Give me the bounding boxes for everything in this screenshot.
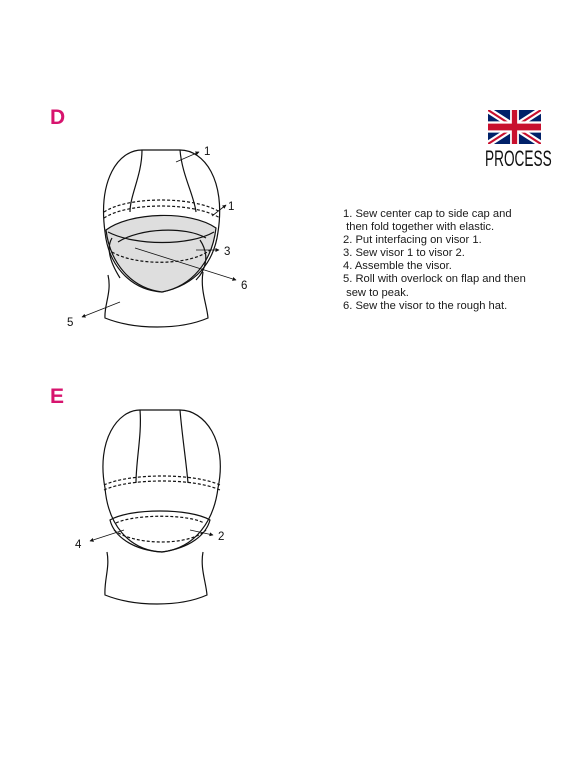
callout-d-5: 5 [67,317,74,329]
step-line: sew to peak. [343,286,409,299]
step-line: 6. Sew the visor to the rough hat. [343,299,508,312]
callout-d-3: 3 [224,246,231,258]
process-steps-list [343,208,526,313]
callout-d-6: 6 [241,280,248,292]
process-label: PROCESS [485,146,552,171]
callout-e-4: 4 [75,539,82,551]
section-letter-d: D [50,106,66,129]
step-line: 3. Sew visor 1 to visor 2. [343,247,465,260]
step-line: then fold together with elastic. [343,221,495,234]
callout-e-2: 2 [218,531,225,543]
callout-d-1a: 1 [204,146,211,158]
step-line: 1. Sew center cap to side cap and [343,208,512,220]
callout-d-1b: 1 [228,201,235,213]
step-line: 4. Assemble the visor. [343,260,452,273]
step-line: 5. Roll with overlock on flap and then [343,273,526,286]
section-letter-e: E [50,385,65,408]
hat-e-flap [105,552,207,604]
uk-flag-icon [488,110,541,144]
step-line: 2. Put interfacing on visor 1. [343,234,482,247]
